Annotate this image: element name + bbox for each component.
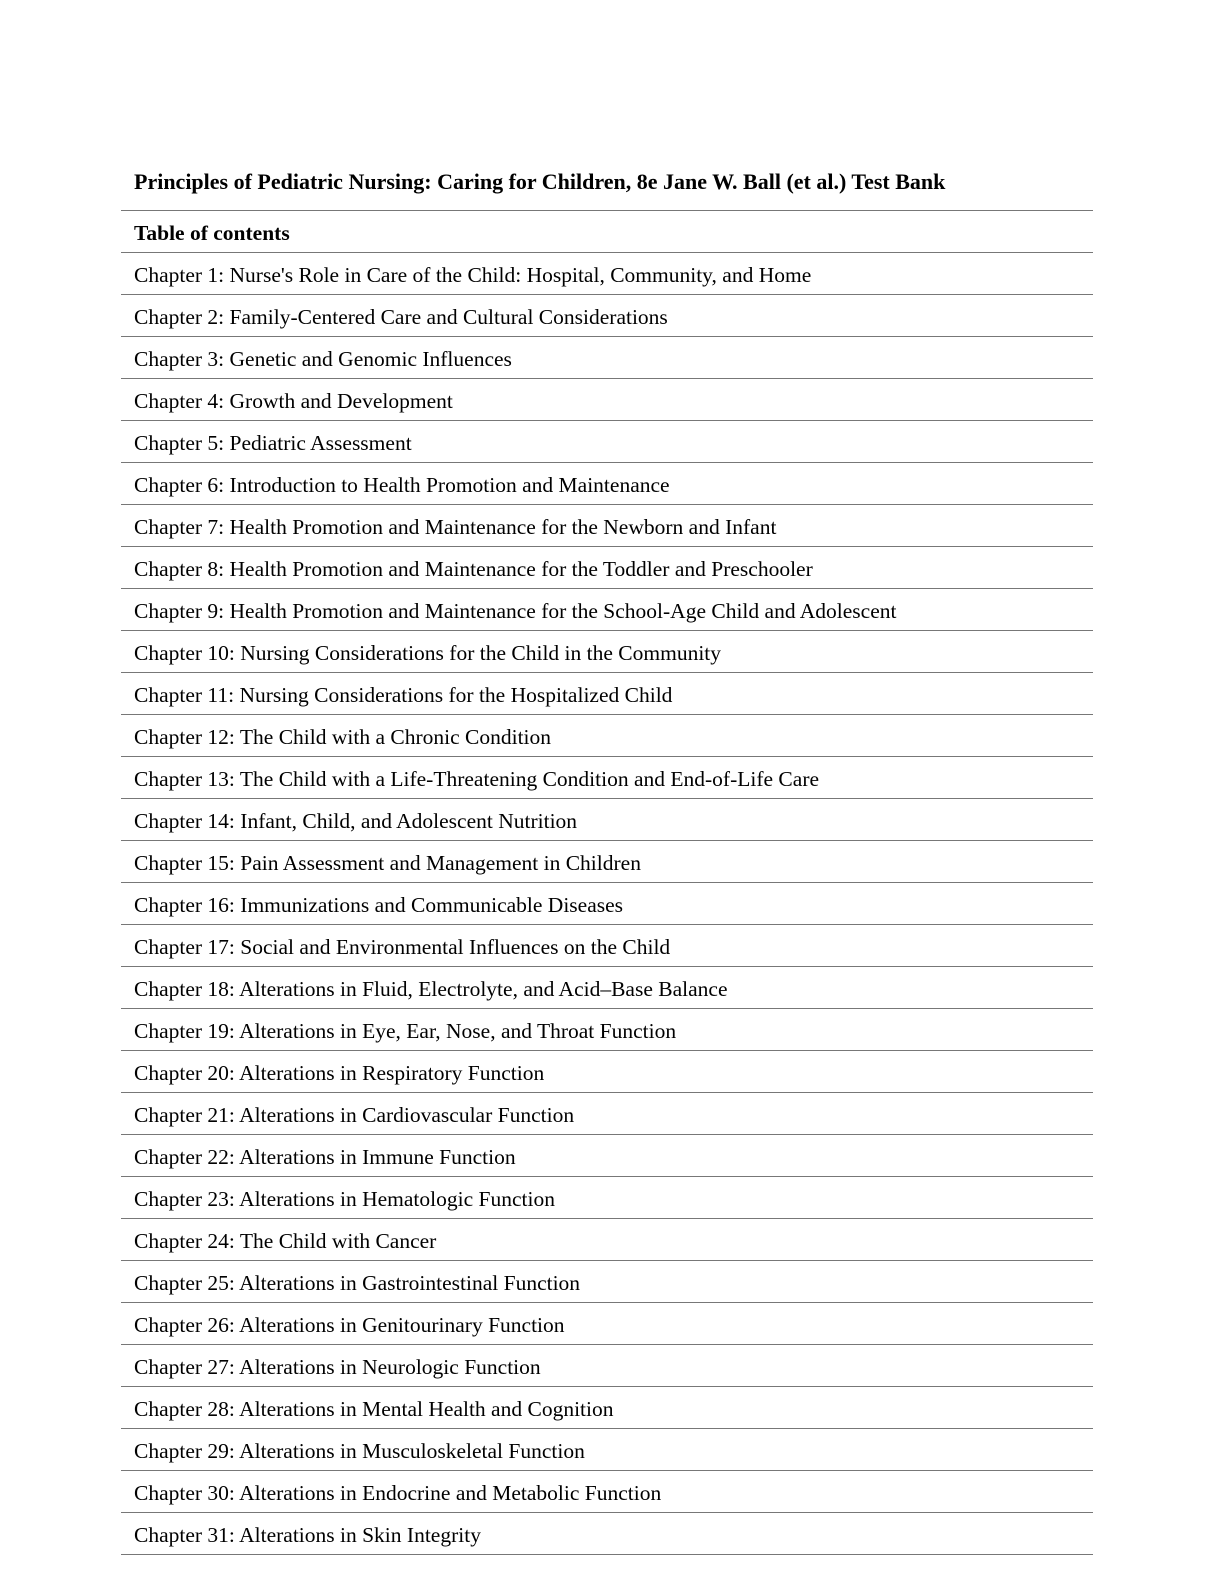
chapter-entry: Chapter 26: Alterations in Genitourinary Function	[134, 1313, 565, 1337]
toc-row	[121, 1387, 1093, 1429]
chapter-entry: Chapter 9: Health Promotion and Maintenance for the School-Age Child and Adolescent	[134, 599, 897, 623]
chapter-entry: Chapter 31: Alterations in Skin Integrity	[134, 1523, 481, 1547]
toc-row	[121, 463, 1093, 505]
chapter-entry: Chapter 7: Health Promotion and Maintenance for the Newborn and Infant	[134, 515, 777, 539]
toc-row	[121, 1345, 1093, 1387]
chapter-entry: Chapter 8: Health Promotion and Maintenance for the Toddler and Preschooler	[134, 557, 813, 581]
chapter-entry: Chapter 15: Pain Assessment and Management in Children	[134, 851, 641, 875]
table-of-contents	[121, 210, 1093, 1555]
toc-row	[121, 1135, 1093, 1177]
chapter-entry: Chapter 1: Nurse's Role in Care of the Child: Hospital, Community, and Home	[134, 263, 812, 287]
chapter-entry: Chapter 17: Social and Environmental Influences on the Child	[134, 935, 671, 959]
toc-row	[121, 1471, 1093, 1513]
toc-row	[121, 1513, 1093, 1555]
toc-row	[121, 841, 1093, 883]
toc-row	[121, 883, 1093, 925]
toc-row	[121, 1009, 1093, 1051]
toc-row	[121, 1303, 1093, 1345]
toc-row	[121, 1177, 1093, 1219]
chapter-entry: Chapter 12: The Child with a Chronic Condition	[134, 725, 552, 749]
toc-row	[121, 505, 1093, 547]
toc-row	[121, 1051, 1093, 1093]
toc-row	[121, 925, 1093, 967]
toc-row	[121, 1261, 1093, 1303]
chapter-entry: Chapter 22: Alterations in Immune Function	[134, 1145, 516, 1169]
toc-row	[121, 757, 1093, 799]
chapter-entry: Chapter 24: The Child with Cancer	[134, 1229, 437, 1253]
toc-heading: Table of contents	[134, 221, 290, 245]
chapter-entry: Chapter 27: Alterations in Neurologic Function	[134, 1355, 541, 1379]
chapter-entry: Chapter 11: Nursing Considerations for the Hospitalized Child	[134, 683, 673, 707]
chapter-entry: Chapter 28: Alterations in Mental Health and Cognition	[134, 1397, 614, 1421]
chapter-entry: Chapter 13: The Child with a Life-Threatening Condition and End-of-Life Care	[134, 767, 820, 791]
chapter-entry: Chapter 25: Alterations in Gastrointestinal Function	[134, 1271, 581, 1295]
toc-row	[121, 799, 1093, 841]
toc-row	[121, 421, 1093, 463]
toc-row	[121, 631, 1093, 673]
chapter-entry: Chapter 29: Alterations in Musculoskeletal Function	[134, 1439, 585, 1463]
toc-row	[121, 1219, 1093, 1261]
chapter-entry: Chapter 19: Alterations in Eye, Ear, Nose, and Throat Function	[134, 1019, 677, 1043]
toc-row	[121, 673, 1093, 715]
toc-row	[121, 253, 1093, 295]
chapter-entry: Chapter 23: Alterations in Hematologic Function	[134, 1187, 555, 1211]
chapter-entry: Chapter 10: Nursing Considerations for the Child in the Community	[134, 641, 722, 665]
toc-row	[121, 337, 1093, 379]
chapter-entry: Chapter 18: Alterations in Fluid, Electrolyte, and Acid–Base Balance	[134, 977, 728, 1001]
chapter-entry: Chapter 2: Family-Centered Care and Cultural Considerations	[134, 305, 668, 329]
chapter-entry: Chapter 4: Growth and Development	[134, 389, 453, 413]
toc-row	[121, 715, 1093, 757]
toc-row	[121, 295, 1093, 337]
document-title: Principles of Pediatric Nursing: Caring for Children, 8e Jane W. Ball (et al.) Test Bank	[134, 169, 946, 194]
chapter-entry: Chapter 16: Immunizations and Communicable Diseases	[134, 893, 624, 917]
chapter-entry: Chapter 21: Alterations in Cardiovascular Function	[134, 1103, 575, 1127]
toc-row	[121, 547, 1093, 589]
toc-row	[121, 589, 1093, 631]
toc-heading-row	[121, 211, 1093, 253]
toc-row	[121, 1093, 1093, 1135]
toc-row	[121, 1429, 1093, 1471]
chapter-entry: Chapter 5: Pediatric Assessment	[134, 431, 412, 455]
chapter-entry: Chapter 3: Genetic and Genomic Influences	[134, 347, 512, 371]
chapter-entry: Chapter 14: Infant, Child, and Adolescent Nutrition	[134, 809, 578, 833]
toc-row	[121, 379, 1093, 421]
chapter-entry: Chapter 20: Alterations in Respiratory Function	[134, 1061, 545, 1085]
chapter-entry: Chapter 6: Introduction to Health Promotion and Maintenance	[134, 473, 670, 497]
chapter-entry: Chapter 30: Alterations in Endocrine and Metabolic Function	[134, 1481, 662, 1505]
toc-row	[121, 967, 1093, 1009]
